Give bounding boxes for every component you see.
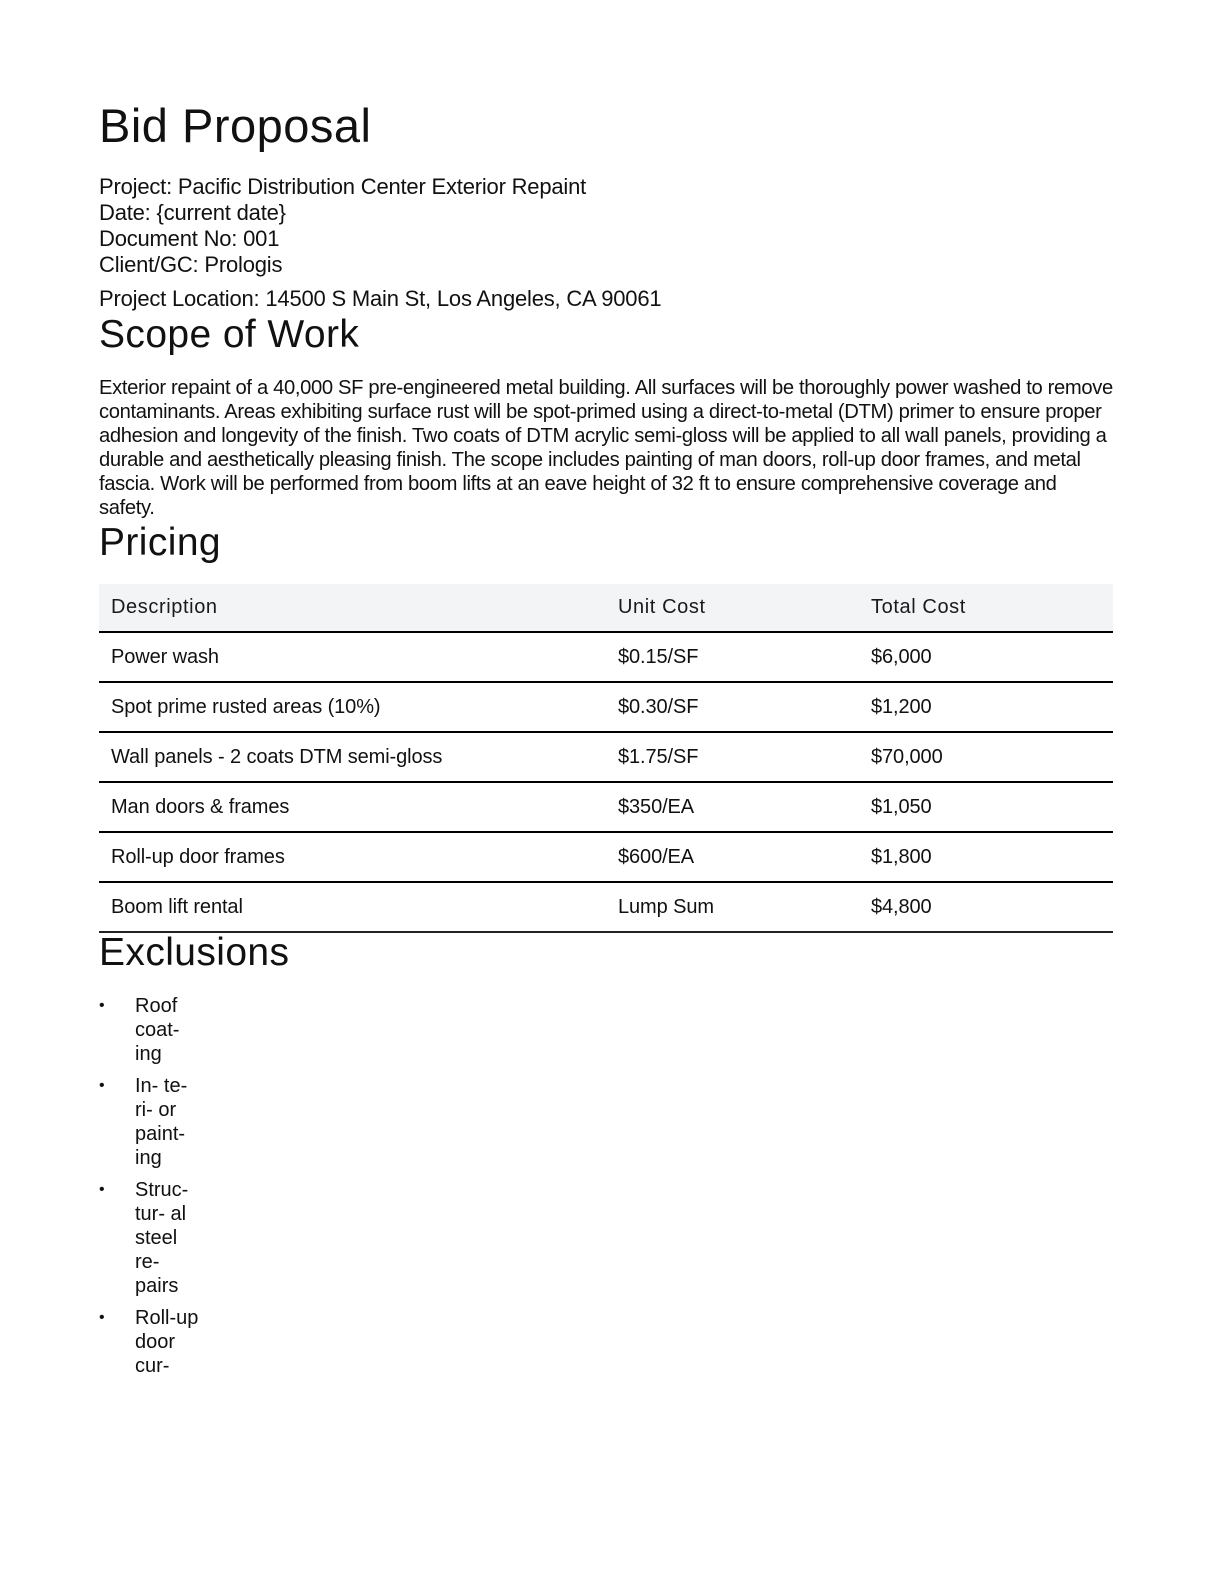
table-row (99, 732, 1113, 782)
cell-description: Spot prime rusted areas (10%) (99, 682, 606, 732)
project-meta (99, 174, 661, 312)
cell-description: Roll-up door frames (99, 832, 606, 882)
exclusion-text: Struc- tur- al steel re- pairs (135, 1179, 189, 1297)
pricing-heading: Pricing (99, 521, 222, 564)
cell-unit-cost: $0.30/SF (606, 682, 859, 732)
scope-paragraph: Exterior repaint of a 40,000 SF pre-engineered metal building. All surfaces will be thoroughly power washed to remove contaminants. Areas exhibiting surface rust will be spot-primed using a direct-to-metal (DTM) primer to ensure proper adhesion and longevity of the finish. Two coats of DTM acrylic semi-gloss will be applied to all wall panels, providing a durable and aesthetically pleasing finish. The scope includes painting of man doors, roll-up door frames, and metal fascia. Work will be performed from boom lifts at an eave height of 32 ft to ensure comprehensive coverage and safety. (99, 377, 1113, 519)
exclusions-list (99, 994, 205, 1386)
cell-unit-cost: $350/EA (606, 782, 859, 832)
bullet-icon: • (99, 1181, 105, 1198)
cell-unit-cost: $0.15/SF (606, 632, 859, 682)
exclusion-text: In- te- ri- or paint- ing (135, 1075, 188, 1169)
exclusion-text: Roll-up door cur- (135, 1307, 199, 1377)
cell-description: Wall panels - 2 coats DTM semi-gloss (99, 732, 606, 782)
cell-total-cost: $4,800 (859, 882, 1113, 932)
meta-client: Client/GC: Prologis (99, 252, 283, 277)
meta-project: Project: Pacific Distribution Center Exterior Repaint (99, 174, 587, 199)
pricing-table (99, 584, 1113, 933)
bullet-icon: • (99, 1309, 105, 1326)
list-item (99, 1074, 205, 1170)
cell-unit-cost: $600/EA (606, 832, 859, 882)
cell-total-cost: $1,200 (859, 682, 1113, 732)
meta-document-no: Document No: 001 (99, 226, 280, 251)
meta-date: Date: {current date} (99, 200, 286, 225)
scope-heading: Scope of Work (99, 313, 360, 356)
table-row (99, 682, 1113, 732)
bullet-icon: • (99, 1077, 105, 1094)
table-row (99, 632, 1113, 682)
cell-total-cost: $1,800 (859, 832, 1113, 882)
cell-unit-cost: $1.75/SF (606, 732, 859, 782)
exclusion-text: Roof coat- ing (135, 995, 180, 1065)
cell-total-cost: $70,000 (859, 732, 1113, 782)
table-row (99, 882, 1113, 932)
column-header-unit-cost: Unit Cost (606, 584, 859, 632)
cell-description: Power wash (99, 632, 606, 682)
bullet-icon: • (99, 997, 105, 1014)
column-header-total-cost: Total Cost (859, 584, 1113, 632)
cell-unit-cost: Lump Sum (606, 882, 859, 932)
exclusions-heading: Exclusions (99, 931, 290, 974)
list-item (99, 1178, 205, 1298)
pricing-header-row (99, 584, 1113, 632)
document-title: Bid Proposal (99, 99, 372, 152)
meta-location: Project Location: 14500 S Main St, Los Angeles, CA 90061 (99, 286, 662, 311)
cell-description: Man doors & frames (99, 782, 606, 832)
cell-total-cost: $6,000 (859, 632, 1113, 682)
list-item (99, 994, 205, 1066)
list-item (99, 1306, 205, 1378)
cell-description: Boom lift rental (99, 882, 606, 932)
table-row (99, 782, 1113, 832)
table-row (99, 832, 1113, 882)
cell-total-cost: $1,050 (859, 782, 1113, 832)
column-header-description: Description (99, 584, 606, 632)
